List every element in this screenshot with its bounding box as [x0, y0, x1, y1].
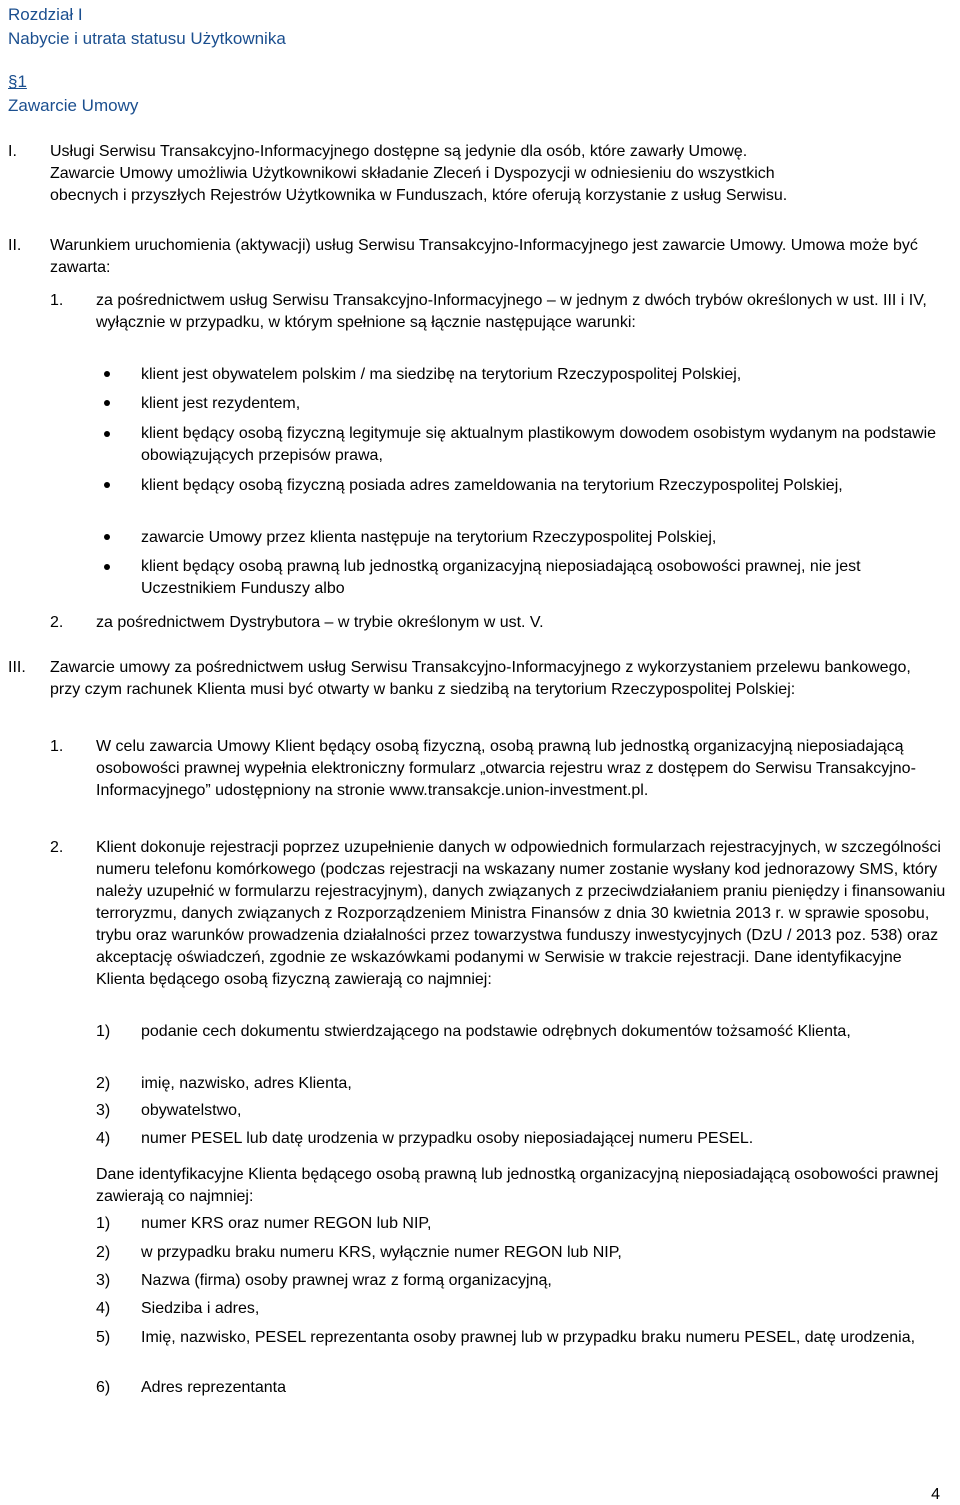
bullet-icon	[104, 431, 110, 437]
section-2-number: II.	[8, 237, 22, 254]
bullet-icon	[104, 534, 110, 540]
paragraph-link[interactable]: §1	[8, 72, 27, 91]
natural-item-number: 1)	[96, 1023, 111, 1040]
section-1-number: I.	[8, 143, 17, 160]
section-3-number: III.	[8, 659, 26, 676]
bullet-icon	[104, 482, 110, 488]
legal-item-number: 3)	[96, 1272, 111, 1289]
section-3-item-2-text: Klient dokonuje rejestracji poprzez uzupełnienie danych w odpowiednich formularzach rejestracyjnych, w szczególności numeru telefonu komórkowego (podczas rejestracji na wskazany numer zostanie wysłany kod jednorazowy SMS, który należy uzupełnić w formularzu rejestracyjnym), danych związanych z przeciwdziałaniem praniu pieniędzy i finansowaniu terroryzmu, danych związanych z Rozporządzeniem Ministra Finansów z dnia 30 kwietnia 2013 r. w sprawie sposobu, trybu oraz warunków prowadzenia działalności przez towarzystwa funduszy inwestycyjnych (DzU / 2013 poz. 538) oraz akceptację oświadczeń, zgodnie ze wskazówkami podanymi w Serwisie w trakcie rejestracji. Dane identyfikacyjne Klienta będącego osobą fizyczną zawierają co najmniej:	[96, 839, 946, 988]
condition-item-3: klient będący osobą fizyczną legitymuje się aktualnym plastikowym dowodem osobistym wydanym na podstawie obowiązujących przepisów prawa,	[141, 425, 937, 464]
section-2-intro: Warunkiem uruchomienia (aktywacji) usług Serwisu Transakcyjno-Informacyjnego jest zawarcie Umowy. Umowa może być zawarta:	[50, 237, 918, 276]
chapter-label: Rozdział I	[8, 5, 83, 24]
legal-item-number: 4)	[96, 1300, 111, 1317]
legal-item-number: 2)	[96, 1244, 111, 1261]
condition-item-6: klient będący osobą prawną lub jednostką organizacyjną nieposiadającą osobowości prawnej, nie jest Uczestnikiem Funduszy albo	[141, 558, 861, 597]
paragraph-title: Zawarcie Umowy	[8, 96, 139, 115]
section-2-item-2-number: 2.	[50, 614, 64, 631]
condition-item-4: klient będący osobą fizyczną posiada adres zameldowania na terytorium Rzeczypospolitej Polskiej,	[141, 477, 843, 494]
condition-item-1: klient jest obywatelem polskim / ma siedzibę na terytorium Rzeczypospolitej Polskiej,	[141, 366, 742, 383]
condition-item-5: zawarcie Umowy przez klienta następuje na terytorium Rzeczypospolitej Polskiej,	[141, 529, 717, 546]
natural-item-text: podanie cech dokumentu stwierdzającego na podstawie odrębnych dokumentów tożsamość Klienta,	[141, 1023, 851, 1040]
section-2-item-2-text: za pośrednictwem Dystrybutora – w trybie określonym w ust. V.	[96, 614, 544, 631]
legal-item-text: w przypadku braku numeru KRS, wyłącznie numer REGON lub NIP,	[141, 1244, 622, 1261]
section-1-line-1: Usługi Serwisu Transakcyjno-Informacyjnego dostępne są jedynie dla osób, które zawarły Umowę.	[50, 143, 748, 160]
legal-item-number: 6)	[96, 1379, 111, 1396]
natural-item-text: obywatelstwo,	[141, 1102, 242, 1119]
section-3-item-1-text: W celu zawarcia Umowy Klient będący osobą fizyczną, osobą prawną lub jednostką organizacyjną nieposiadającą osobowości prawnej wypełnia elektroniczny formularz „otwarcia rejestru wraz z dostępem do Serwisu Transakcyjno-Informacyjnego” udostępniony na stronie www.transakcje.union-investment.pl.	[96, 738, 916, 799]
legal-item-number: 1)	[96, 1215, 111, 1232]
legal-item-text: Adres reprezentanta	[141, 1379, 286, 1396]
page-number: 4	[931, 1486, 940, 1503]
section-3-item-1-number: 1.	[50, 738, 64, 755]
natural-item-number: 3)	[96, 1102, 111, 1119]
condition-item-2: klient jest rezydentem,	[141, 395, 301, 412]
section-2-item-1-text: za pośrednictwem usług Serwisu Transakcyjno-Informacyjnego – w jednym z dwóch trybów określonych w ust. III i IV, wyłącznie w przypadku, w którym spełnione są łącznie następujące warunki:	[96, 292, 927, 331]
chapter-title: Nabycie i utrata statusu Użytkownika	[8, 29, 286, 48]
section-3-item-2-number: 2.	[50, 839, 64, 856]
section-1-line-3: obecnych i przyszłych Rejestrów Użytkownika w Funduszach, które oferują korzystanie z usług Serwisu.	[50, 187, 788, 204]
section-2-item-1-number: 1.	[50, 292, 64, 309]
legal-item-number: 5)	[96, 1329, 111, 1346]
bullet-icon	[104, 564, 110, 570]
natural-item-number: 2)	[96, 1075, 111, 1092]
natural-item-number: 4)	[96, 1130, 111, 1147]
legal-item-text: Nazwa (firma) osoby prawnej wraz z formą organizacyjną,	[141, 1272, 552, 1289]
bullet-icon	[104, 371, 110, 377]
legal-entity-intro: Dane identyfikacyjne Klienta będącego osobą prawną lub jednostką organizacyjną nieposiadającą osobowości prawnej zawierają co najmniej:	[96, 1166, 939, 1205]
legal-item-text: numer KRS oraz numer REGON lub NIP,	[141, 1215, 432, 1232]
legal-item-text: Imię, nazwisko, PESEL reprezentanta osoby prawnej lub w przypadku braku numeru PESEL, datę urodzenia,	[141, 1329, 916, 1346]
bullet-icon	[104, 400, 110, 406]
section-3-intro: Zawarcie umowy za pośrednictwem usług Serwisu Transakcyjno-Informacyjnego z wykorzystaniem przelewu bankowego, przy czym rachunek Klienta musi być otwarty w banku z siedzibą na terytorium Rzeczypospolitej Polskiej:	[50, 659, 911, 698]
natural-item-text: numer PESEL lub datę urodzenia w przypadku osoby nieposiadającej numeru PESEL.	[141, 1130, 754, 1147]
section-1-line-2: Zawarcie Umowy umożliwia Użytkownikowi składanie Zleceń i Dyspozycji w odniesieniu do wszystkich	[50, 165, 775, 182]
natural-item-text: imię, nazwisko, adres Klienta,	[141, 1075, 352, 1092]
legal-item-text: Siedziba i adres,	[141, 1300, 260, 1317]
